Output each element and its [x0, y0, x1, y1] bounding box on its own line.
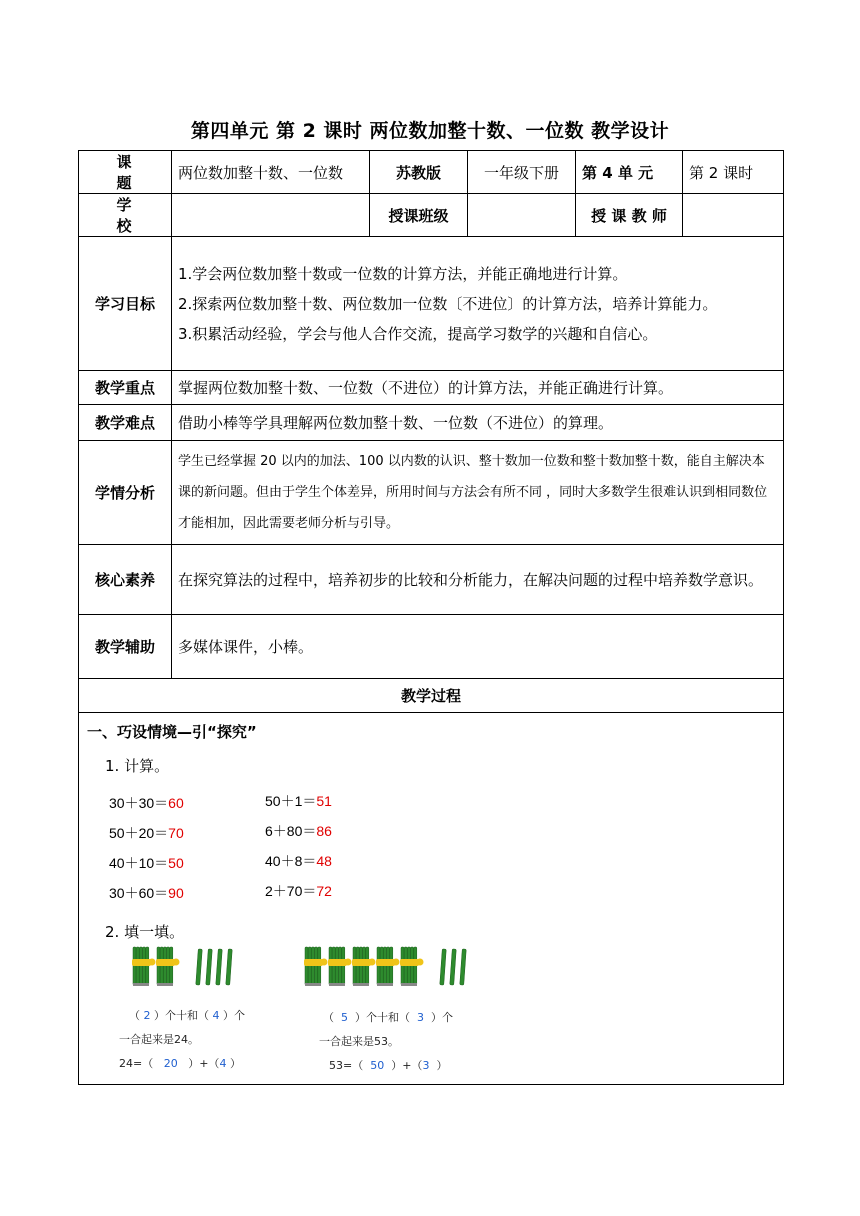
- goals-label: 学习目标: [79, 237, 172, 371]
- literacy-label: 核心素养: [79, 545, 172, 615]
- teacher-value: [683, 194, 784, 237]
- fill-left-line-2: 一合起来是24。: [119, 1033, 199, 1046]
- equation: 50＋20＝70: [109, 825, 184, 841]
- fill-right-line-2: 一合起来是53。: [319, 1035, 399, 1048]
- single-stick: [460, 949, 467, 985]
- single-stick: [206, 949, 213, 985]
- key-point-text: 掌握两位数加整十数、一位数（不进位）的计算方法，并能正确进行计算。: [172, 371, 784, 405]
- header-row-topic: [79, 151, 784, 194]
- stick-bundles-right: [303, 945, 503, 989]
- key-point-row: [79, 371, 784, 405]
- stick-bundle: [132, 947, 156, 986]
- aids-row: [79, 615, 784, 679]
- single-stick: [196, 949, 203, 985]
- aids-label: 教学辅助: [79, 615, 172, 679]
- literacy-text: 在探究算法的过程中，培养初步的比较和分析能力，在解决问题的过程中培养数学意识。: [172, 545, 784, 615]
- key-point-label: 教学重点: [79, 371, 172, 405]
- teacher-label: 授 课 教 师: [576, 194, 683, 237]
- stick-bundle: [156, 947, 180, 986]
- topic-value: 两位数加整十数、一位数: [172, 151, 370, 194]
- item-1-title: 1. 计算。: [105, 757, 170, 775]
- analysis-label: 学情分析: [79, 441, 172, 545]
- header-row-school: [79, 194, 784, 237]
- edition: 苏教版: [370, 151, 468, 194]
- literacy-row: [79, 545, 784, 615]
- fill-right-line-1: （ 5 ）个十和（ 3 ）个: [323, 1011, 453, 1024]
- stick-bundle: [304, 947, 328, 986]
- class-value: [468, 194, 576, 237]
- fill-left-line-1: （ 2 ）个十和（ 4 ）个: [129, 1009, 245, 1022]
- single-stick: [226, 949, 233, 985]
- process-heading-row: [79, 679, 784, 713]
- difficulty-row: [79, 405, 784, 441]
- aids-text: 多媒体课件，小棒。: [172, 615, 784, 679]
- school-value: [172, 194, 370, 237]
- fill-left-line-3: 24=（ 20 ）+（4 ）: [119, 1057, 241, 1070]
- difficulty-text: 借助小棒等学具理解两位数加整十数、一位数（不进位）的算理。: [172, 405, 784, 441]
- class-label: 授课班级: [370, 194, 468, 237]
- section-1-title: 一、巧设情境—引“探究”: [87, 723, 257, 741]
- goal-item: 1.学会两位数加整十数或一位数的计算方法，并能正确地进行计算。: [178, 264, 628, 283]
- lesson-plan-table: [78, 150, 784, 1085]
- goal-item: 2.探索两位数加整十数、两位数加一位数〔不进位〕的计算方法，培养计算能力。: [178, 294, 718, 313]
- school-label: 学 校: [79, 194, 172, 237]
- equation: 30＋60＝90: [109, 885, 184, 901]
- process-row: [79, 713, 784, 1085]
- goals-row: [79, 237, 784, 371]
- lesson: 第 2 课时: [683, 151, 784, 194]
- grade: 一年级下册: [468, 151, 576, 194]
- equation: 30＋30＝60: [109, 795, 184, 811]
- fill-right-line-3: 53=（ 50 ）+（3 ）: [329, 1059, 448, 1072]
- analysis-row: [79, 441, 784, 545]
- analysis-text: 学生已经掌握 20 以内的加法、100 以内数的认识、整十数加一位数和整十数加整十数，能自主解决本课的新问题。但由于学生个体差异，所用时间与方法会有所不同 ，同时大多数学生很难认识到相同数位才能相加，因此需要老师分析与引导。: [172, 441, 784, 545]
- single-stick: [450, 949, 457, 985]
- page-title: 第四单元 第 2 课时 两位数加整十数、一位数 教学设计: [190, 120, 670, 142]
- stick-bundle: [376, 947, 400, 986]
- goals-content: [172, 237, 784, 371]
- process-content: [79, 713, 784, 1085]
- single-stick: [216, 949, 223, 985]
- item-2-title: 2. 填一填。: [105, 923, 185, 941]
- unit: 第 4 单 元: [576, 151, 683, 194]
- process-heading: 教学过程: [79, 679, 784, 713]
- stick-bundle: [400, 947, 424, 986]
- stick-bundle: [352, 947, 376, 986]
- equation: 50＋1＝51: [265, 793, 332, 809]
- topic-label: 课 题: [79, 151, 172, 194]
- goal-item: 3.积累活动经验，学会与他人合作交流，提高学习数学的兴趣和自信心。: [178, 324, 658, 343]
- single-stick: [440, 949, 447, 985]
- equation: 40＋10＝50: [109, 855, 184, 871]
- stick-bundle: [328, 947, 352, 986]
- equation: 6＋80＝86: [265, 823, 332, 839]
- equation: 40＋8＝48: [265, 853, 332, 869]
- stick-bundles-left: [131, 945, 261, 989]
- difficulty-label: 教学难点: [79, 405, 172, 441]
- equation: 2＋70＝72: [265, 883, 332, 899]
